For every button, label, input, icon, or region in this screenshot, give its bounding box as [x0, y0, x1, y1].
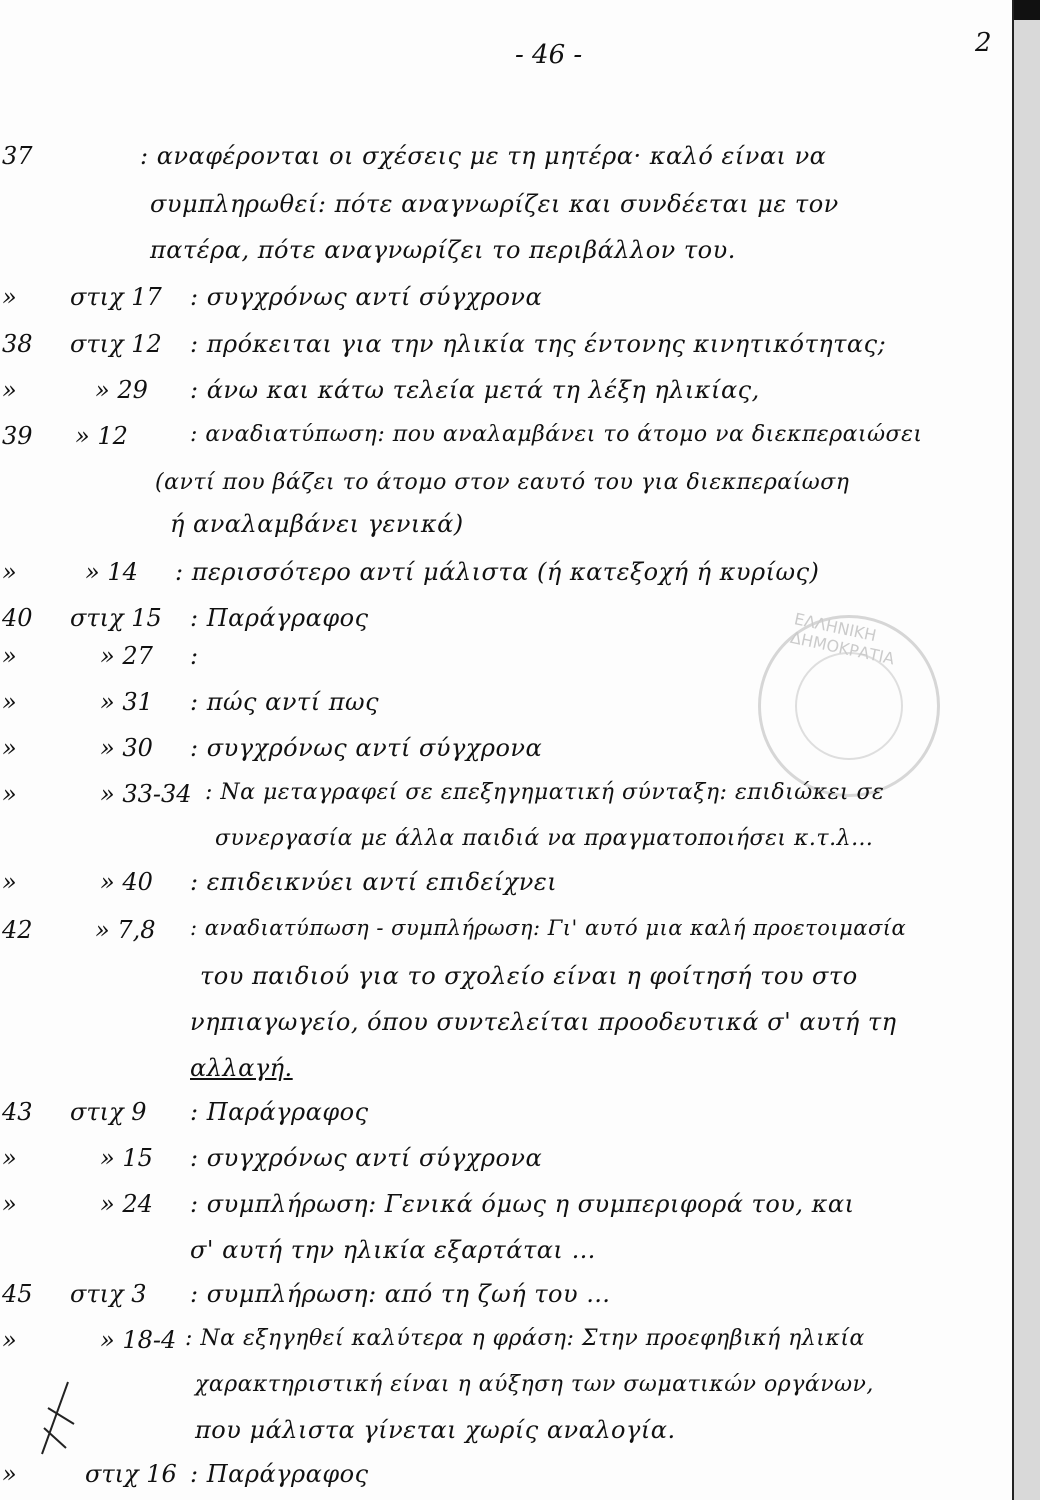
line-text: αλλαγή.: [190, 1054, 293, 1082]
line-ref: » 15: [100, 1144, 153, 1172]
line-ref: » 27: [100, 642, 153, 670]
note-line: [0, 1008, 1010, 1042]
note-line: [0, 1326, 1010, 1360]
line-ref: » 40: [100, 868, 153, 896]
line-ref: στιχ 17: [70, 283, 162, 311]
line-ref: » 14: [85, 558, 138, 586]
line-text: : Παράγραφος: [190, 1460, 369, 1488]
line-number: 43: [2, 1098, 33, 1126]
line-text: : συγχρόνως αντί σύγχρονα: [190, 283, 543, 311]
note-line: [0, 962, 1010, 996]
line-text: : Να μεταγραφεί σε επεξηγηματική σύνταξη: επιδιώκει σε: [205, 780, 885, 805]
line-number: 42: [2, 916, 33, 944]
note-line: [0, 642, 1010, 676]
note-line: [0, 236, 1010, 270]
note-line: [0, 510, 1010, 544]
line-number: »: [2, 1144, 17, 1172]
note-line: [0, 1054, 1010, 1088]
line-number: »: [2, 558, 17, 586]
sheet-number: 2: [975, 28, 992, 58]
line-text: που μάλιστα γίνεται χωρίς αναλογία.: [195, 1416, 676, 1444]
note-line: [0, 1144, 1010, 1178]
note-line: [0, 780, 1010, 814]
note-line: [0, 283, 1010, 317]
line-text: νηπιαγωγείο, όπου συντελείται προοδευτικά σ' αυτή τη: [190, 1008, 897, 1036]
line-text: : πώς αντί πως: [190, 688, 380, 716]
note-line: [0, 604, 1010, 638]
line-text: ή αναλαμβάνει γενικά): [170, 510, 464, 538]
note-line: [0, 376, 1010, 410]
line-ref: » 18-4: [100, 1326, 177, 1354]
line-text: σ' αυτή την ηλικία εξαρτάται …: [190, 1236, 596, 1264]
line-number: »: [2, 376, 17, 404]
line-number: »: [2, 1326, 17, 1354]
note-line: [0, 558, 1010, 592]
page-edge: [1012, 0, 1040, 1500]
line-text: συνεργασία με άλλα παιδιά να πραγματοποιήσει κ.τ.λ…: [215, 826, 874, 851]
line-text: : συμπλήρωση: Γενικά όμως η συμπεριφορά του, και: [190, 1190, 855, 1218]
line-number: 40: [2, 604, 33, 632]
line-number: »: [2, 868, 17, 896]
note-line: [0, 190, 1010, 224]
note-line: [0, 1460, 1010, 1494]
line-ref: στιχ 15: [70, 604, 162, 632]
line-number: »: [2, 688, 17, 716]
line-text: : αναφέρονται οι σχέσεις με τη μητέρα· καλό είναι να: [140, 142, 827, 170]
line-ref: στιχ 16: [85, 1460, 177, 1488]
line-ref: » 33-34: [100, 780, 192, 808]
line-number: »: [2, 734, 17, 762]
page-number: - 46 -: [515, 40, 583, 70]
line-text: συμπληρωθεί: πότε αναγνωρίζει και συνδέεται με τον: [150, 190, 839, 218]
line-number: »: [2, 642, 17, 670]
line-number: »: [2, 1460, 17, 1488]
line-ref: » 12: [75, 422, 128, 450]
line-text: του παιδιού για το σχολείο είναι η φοίτησή του στο: [200, 962, 858, 990]
note-line: [0, 1280, 1010, 1314]
line-text: : περισσότερο αντί μάλιστα (ή κατεξοχή ή κυρίως): [175, 558, 820, 586]
line-text: : Παράγραφος: [190, 604, 369, 632]
line-text: : Παράγραφος: [190, 1098, 369, 1126]
line-ref: » 30: [100, 734, 153, 762]
pen-scribble: [38, 1378, 78, 1458]
line-text: πατέρα, πότε αναγνωρίζει το περιβάλλον του.: [150, 236, 736, 264]
line-number: 39: [2, 422, 33, 450]
line-text: χαρακτηριστική είναι η αύξηση των σωματικών οργάνων,: [195, 1372, 874, 1397]
line-text: : Να εξηγηθεί καλύτερα η φράση: Στην προεφηβική ηλικία: [185, 1326, 865, 1351]
note-line: [0, 422, 1010, 456]
line-ref: » 29: [95, 376, 148, 404]
line-ref: στιχ 3: [70, 1280, 147, 1308]
note-line: [0, 734, 1010, 768]
note-line: [0, 1190, 1010, 1224]
note-line: [0, 330, 1010, 364]
line-text: : αναδιατύπωση: που αναλαμβάνει το άτομο να διεκπεραιώσει: [190, 422, 923, 447]
note-line: [0, 1372, 1010, 1406]
line-number: 45: [2, 1280, 33, 1308]
stamp-text: ΕΛΛΗΝΙΚΗ ΔΗΜΟΚΡΑΤΙΑ: [788, 609, 897, 669]
note-line: [0, 1098, 1010, 1132]
line-number: »: [2, 780, 17, 808]
note-line: [0, 142, 1010, 176]
line-text: : συγχρόνως αντί σύγχρονα: [190, 1144, 543, 1172]
line-ref: » 7,8: [95, 916, 156, 944]
note-line: [0, 1416, 1010, 1450]
line-ref: στιχ 12: [70, 330, 162, 358]
note-line: [0, 868, 1010, 902]
page-edge-top: [1014, 0, 1040, 20]
line-number: 38: [2, 330, 33, 358]
line-ref: » 24: [100, 1190, 153, 1218]
note-line: [0, 688, 1010, 722]
note-line: [0, 826, 1010, 860]
line-text: : συγχρόνως αντί σύγχρονα: [190, 734, 543, 762]
line-text: :: [190, 642, 199, 670]
note-line: [0, 1236, 1010, 1270]
line-text: (αντί που βάζει το άτομο στον εαυτό του για διεκπεραίωση: [155, 470, 850, 495]
line-ref: στιχ 9: [70, 1098, 147, 1126]
line-number: »: [2, 283, 17, 311]
line-number: »: [2, 1190, 17, 1218]
note-line: [0, 470, 1010, 504]
line-number: 37: [2, 142, 33, 170]
note-line: [0, 916, 1010, 950]
line-text: : επιδεικνύει αντί επιδείχνει: [190, 868, 558, 896]
line-text: : πρόκειται για την ηλικία της έντονης κινητικότητας;: [190, 330, 887, 358]
line-text: : αναδιατύπωση - συμπλήρωση: Γι' αυτό μια καλή προετοιμασία: [190, 916, 907, 940]
line-text: : άνω και κάτω τελεία μετά τη λέξη ηλικίας,: [190, 376, 760, 404]
line-ref: » 31: [100, 688, 153, 716]
line-text: : συμπλήρωση: από τη ζωή του …: [190, 1280, 611, 1308]
